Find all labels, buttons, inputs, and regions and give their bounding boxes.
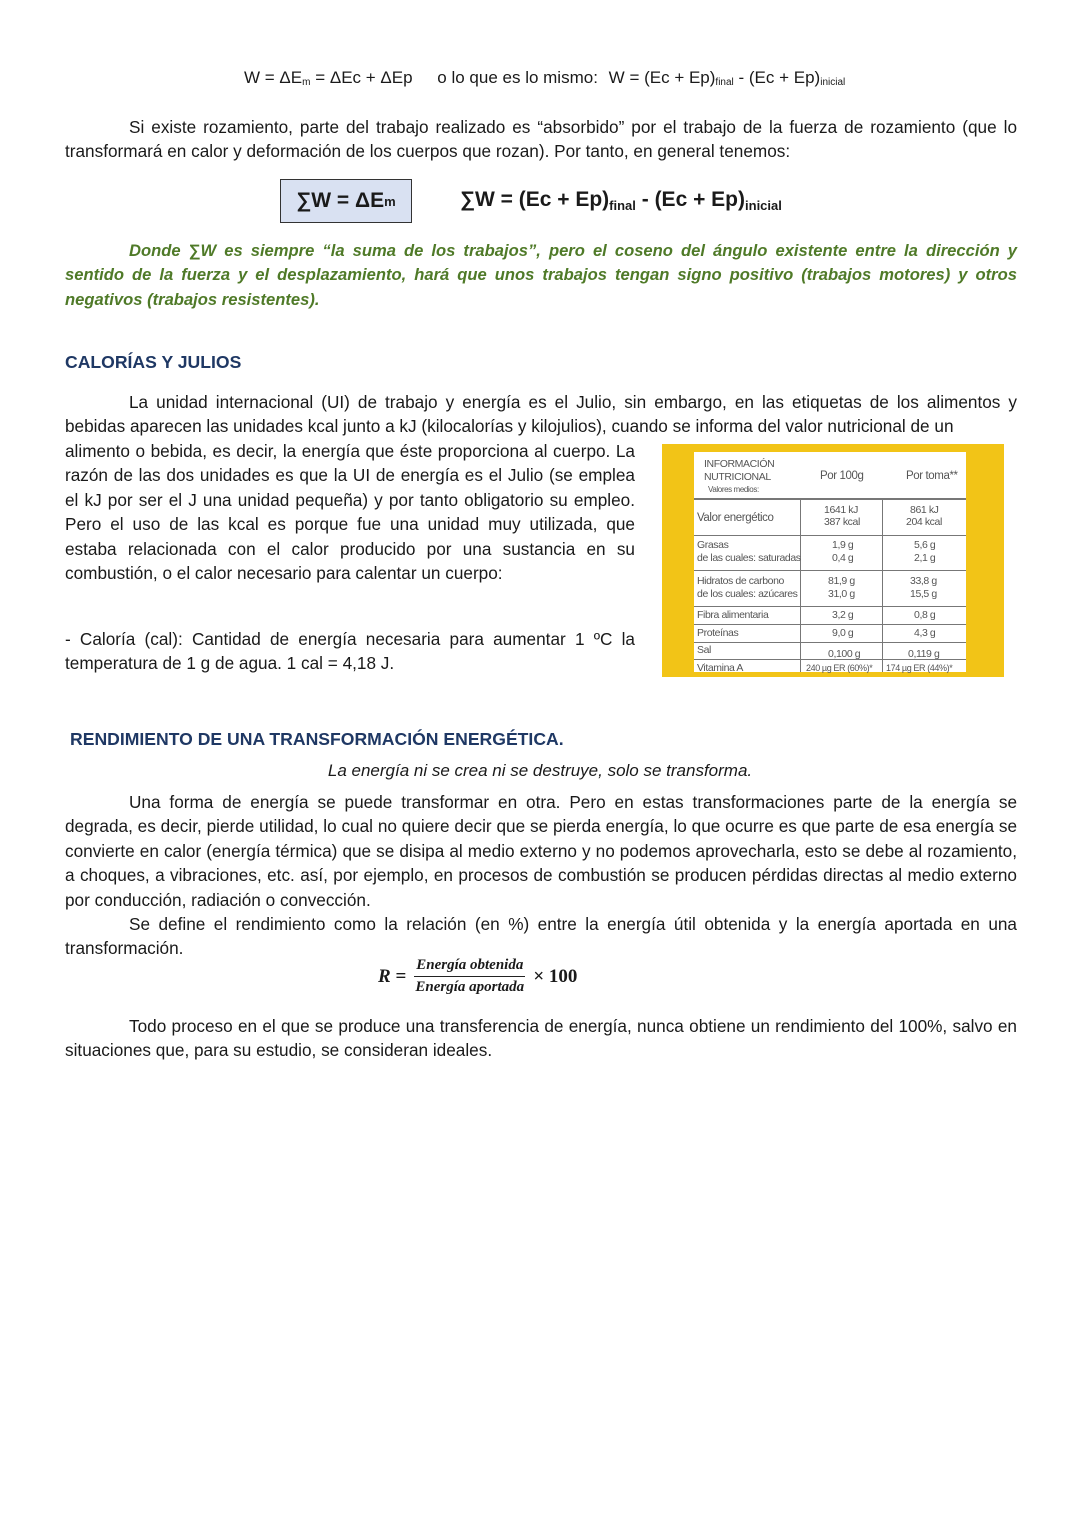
label-row-subname: de las cuales: saturadas (697, 552, 801, 564)
heading-calorias-julios: CALORÍAS Y JULIOS (65, 352, 242, 372)
energy-conservation-quote: La energía ni se crea ni se destruye, solo se transforma. (327, 761, 753, 780)
paragraph-caloria-definition: - Caloría (cal): Cantidad de energía necesaria para aumentar 1 ºC la temperatura de 1 g de agua. 1 cal = 4,18 J. (65, 629, 635, 674)
label-row-value: 0,8 g (914, 609, 936, 621)
efficiency-formula (378, 957, 577, 996)
note-sum-of-works: Donde ∑W es siempre “la suma de los trabajos”, pero el coseno del ángulo existente entre la dirección y sentido de la fuerza y el desplazamiento, hará que unos trabajos tengan signo positivo (trabajos motores) y otros negativos (trabajos resistentes). (65, 241, 1017, 309)
formula-fraction (414, 957, 525, 996)
label-row-value: 1,9 g (832, 539, 854, 551)
label-row-rule (694, 570, 966, 571)
label-row-name: Proteínas (697, 627, 739, 639)
label-row-name: Valor energético (697, 512, 774, 524)
label-col-toma: Por toma** (906, 470, 958, 482)
label-row-value: 387 kcal (824, 516, 860, 528)
label-row-value: 1641 kJ (824, 504, 858, 516)
label-row-value: 9,0 g (832, 627, 854, 639)
formula-numerator: Energía obtenida (414, 957, 525, 977)
paragraph-friction: Si existe rozamiento, parte del trabajo realizado es “absorbido” por el trabajo de la fuerza de rozamiento (que lo transformará en calor y deformación de los cuerpos que rozan). Por tanto, en general tenemos: (65, 117, 1017, 162)
formula-times-100: × 100 (533, 965, 578, 987)
paragraph-calorias-intro: La unidad internacional (UI) de trabajo y energía es el Julio, sin embargo, en las etiquetas de los alimentos y bebidas aparecen las unidades kcal junto a kJ (kilocalorías y kilojulios), cuando se informa del valor nutricional de un (65, 392, 1017, 437)
label-header-rule (694, 498, 966, 500)
top-formula: $W = \Delta E_m = \Delta Ec + \Delta Ep$ o lo que es lo mismo: $W = (Ec + Ep)_{final} - (Ec + Ep)_{inicial}$ (244, 68, 846, 88)
formula-denominator: Energía aportada (415, 979, 525, 995)
work-energy-formula: $\sum W = (Ec + Ep)_{final} - (Ec + Ep)_{inicial}$ (460, 188, 782, 213)
paragraph-calorias-units: alimento o bebida, es decir, la energía que éste proporciona al cuerpo. La razón de las dos unidades es que la UI de energía es el Julio (se emplea el kJ por ser el J una unidad pequeña) y por tanto obligatorio su empleo. Pero el uso de las kcal es porque fue una unidad muy utilizada, que estaba relacionada con el calor producido por una sustancia en su combustión, o el calor necesario para calentar un cuerpo: (65, 441, 635, 584)
label-col-100g: Por 100g (820, 470, 864, 482)
formula-w-ec-ep: W = (Ec + Ep) (608, 68, 716, 87)
label-row-value: 4,3 g (914, 627, 936, 639)
nutrition-label-image (662, 444, 1004, 677)
label-row-value: 0,4 g (832, 552, 854, 564)
label-col-divider-1 (800, 500, 801, 672)
label-row-subname: de los cuales: azúcares (697, 588, 798, 600)
label-row-value: 174 µg ER (44%)* (886, 663, 953, 673)
label-row-value: 81,9 g (828, 575, 855, 587)
label-row-value: 3,2 g (832, 609, 854, 621)
label-row-rule (694, 642, 966, 643)
label-col-divider-2 (882, 500, 883, 672)
label-row-value: 33,8 g (910, 575, 937, 587)
label-row-name: Fibra alimentaria (697, 609, 769, 621)
label-row-value: 15,5 g (910, 588, 937, 600)
label-row-rule (694, 606, 966, 607)
paragraph-rendimiento-transform: Una forma de energía se puede transformar en otra. Pero en estas transformaciones parte de la energía se degrada, es decir, pierde utilidad, lo cual no quiere decir que se pierda energía, lo que ocurre es que parte de esa energía se convierte en calor (energía térmica) que se disipa al medio externo y no podemos aprovecharla, esto se debe al rozamiento, a choques, a vibraciones, etc. así, por ejemplo, en procesos de combustión se producen pérdidas directas al medio externo por conducción, radiación o convección. (65, 792, 1017, 910)
label-row-value: 0,119 g (908, 648, 940, 660)
label-row-value: 31,0 g (828, 588, 855, 600)
boxed-formula: ∑W = ΔE m (280, 179, 412, 223)
formula-connector: o lo que es lo mismo: (437, 68, 598, 87)
label-row-name: Vitamina A (697, 662, 744, 674)
formula-w-delta-em: W = ΔE (244, 68, 303, 87)
paragraph-rendimiento-definition: Se define el rendimiento como la relación (en %) entre la energía útil obtenida y la energía aportada en una transformación. (65, 914, 1017, 959)
label-row-value: 861 kJ (910, 504, 939, 516)
label-row-value: 240 µg ER (60%)* (806, 663, 873, 673)
label-row-rule (694, 624, 966, 625)
label-row-name: Sal (697, 644, 711, 656)
label-row-value: 204 kcal (906, 516, 942, 528)
label-row-value: 0,100 g (828, 648, 861, 660)
label-row-name: Hidratos de carbono (697, 575, 784, 587)
label-title-1: INFORMACIÓN (704, 458, 775, 470)
label-row-name: Grasas (697, 539, 729, 551)
heading-rendimiento: RENDIMIENTO DE UNA TRANSFORMACIÓN ENERGÉTICA. (70, 729, 564, 749)
label-subtitle: Valores medios: (708, 485, 759, 494)
label-row-value: 5,6 g (914, 539, 936, 551)
formula-r-lhs: R = (378, 965, 407, 987)
label-row-rule (694, 535, 966, 536)
paragraph-rendimiento-ideal: Todo proceso en el que se produce una transferencia de energía, nunca obtiene un rendimiento del 100%, salvo en situaciones que, para su estudio, se consideran ideales. (65, 1016, 1017, 1061)
nutrition-table (694, 452, 966, 672)
label-row-value: 2,1 g (914, 552, 936, 564)
label-title-2: NUTRICIONAL (704, 471, 771, 483)
